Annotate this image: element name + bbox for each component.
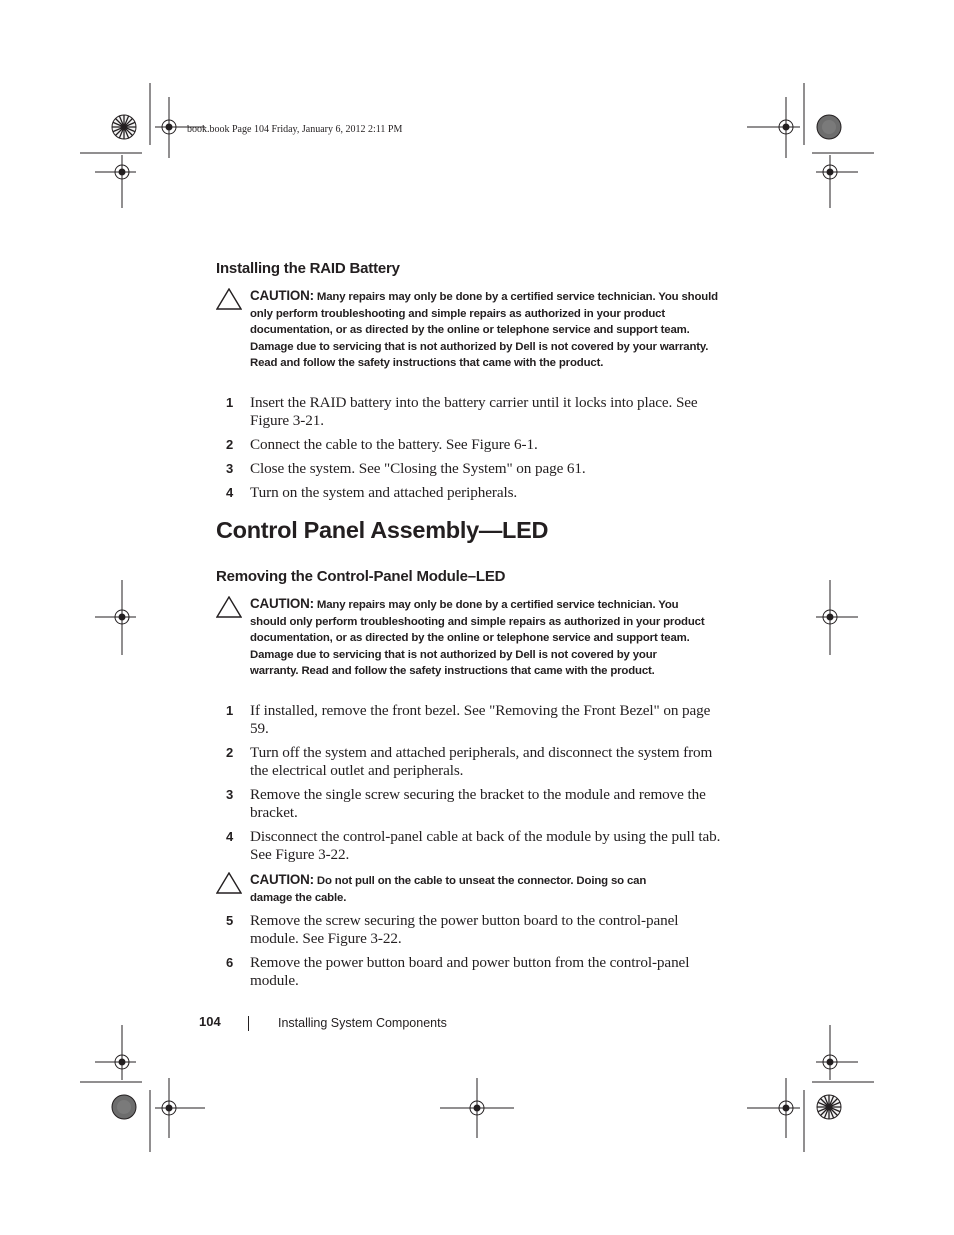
step-number: 5 [226, 913, 234, 928]
step-number: 2 [226, 437, 234, 452]
caution-note [216, 596, 736, 680]
chapter-heading: Control Panel Assembly—LED [216, 517, 549, 543]
step-text: Remove the single screw securing the bracket to the module and remove the bracket. [250, 786, 706, 821]
caution-note [216, 288, 736, 372]
slug-line: book.book Page 104 Friday, January 6, 2012 2:11 PM [187, 124, 403, 135]
step-text: Connect the cable to the battery. See Figure 6-1. [250, 436, 538, 453]
list-item [226, 744, 726, 780]
step-number: 3 [226, 461, 234, 476]
list-item [226, 912, 726, 948]
step-text: Close the system. See "Closing the System" on page 61. [250, 460, 586, 477]
step-number: 1 [226, 395, 234, 410]
list-item [226, 786, 726, 822]
list-item [226, 484, 726, 502]
step-number: 6 [226, 955, 234, 970]
list-item [226, 702, 726, 738]
list-item [226, 828, 726, 864]
step-text: Insert the RAID battery into the battery carrier until it locks into place. See Figure 3-21. [250, 394, 698, 429]
list-item [226, 954, 726, 990]
caution-note [216, 872, 736, 906]
step-text: Turn on the system and attached peripherals. [250, 484, 518, 501]
step-text: If installed, remove the front bezel. See "Removing the Front Bezel" on page 59. [250, 702, 711, 737]
caution-triangle-icon [216, 288, 242, 310]
list-item [226, 394, 726, 430]
list-item [226, 436, 726, 454]
caution-triangle-icon [216, 596, 242, 618]
caution-label: CAUTION: [250, 596, 314, 611]
section-heading-removing-module: Removing the Control-Panel Module–LED [216, 568, 506, 585]
caution-triangle-icon [216, 872, 242, 894]
step-number: 4 [226, 829, 234, 844]
step-number: 1 [226, 703, 234, 718]
step-number: 3 [226, 787, 234, 802]
step-number: 2 [226, 745, 234, 760]
step-text: Remove the power button board and power button from the control-panel module. [250, 954, 690, 989]
list-item [226, 460, 726, 478]
caution-text: Many repairs may only be done by a certified service technician. You should only perform troubleshooting and simple repairs as authorized in your product documentation, or as directed by the online or telephone service and support team. Damage due to servicing that is not authorized by Dell is not covered by your warranty. Read and follow the safety instructions that came with the product. [250, 599, 705, 678]
section-heading-raid-battery: Installing the RAID Battery [216, 260, 400, 277]
footer-title: Installing System Components [278, 1016, 447, 1030]
caution-text: Many repairs may only be done by a certified service technician. You should only perform troubleshooting and simple repairs as authorized in your product documentation, or as directed by the online or telephone service and support team. Damage due to servicing that is not authorized by Dell is not covered by your warranty. Read and follow the safety instructions that came with the product. [250, 291, 718, 370]
page-number: 104 [199, 1014, 221, 1029]
step-text: Disconnect the control-panel cable at back of the module by using the pull tab. See Figure 3-22. [250, 828, 721, 863]
footer-divider [248, 1016, 249, 1031]
caution-label: CAUTION: [250, 288, 314, 303]
caution-text: Do not pull on the cable to unseat the connector. Doing so can damage the cable. [250, 875, 647, 904]
caution-label: CAUTION: [250, 872, 314, 887]
step-text: Turn off the system and attached peripherals, and disconnect the system from the electrical outlet and peripherals. [250, 744, 713, 779]
step-number: 4 [226, 485, 234, 500]
step-text: Remove the screw securing the power button board to the control-panel module. See Figure 3-22. [250, 912, 679, 947]
